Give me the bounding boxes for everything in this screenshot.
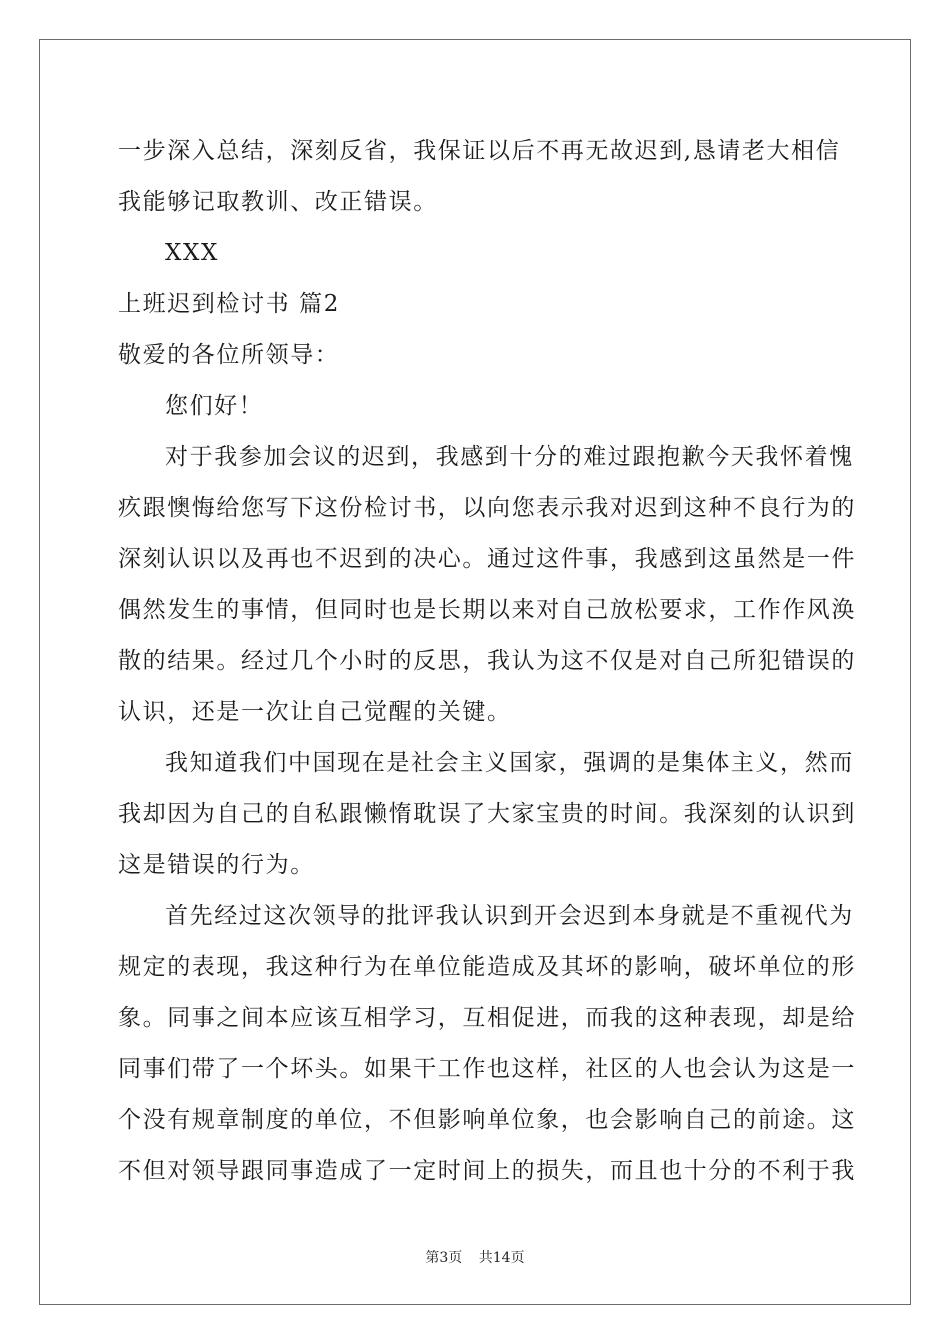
text-line: 规定的表现，我这种行为在单位能造成及其坏的影响，破坏单位的形 [118,954,856,980]
text-line: 散的结果。经过几个小时的反思，我认为这不仅是对自己所犯错误的 [118,648,856,674]
text-line: 认识，还是一次让自己觉醒的关键。 [118,699,512,725]
text-line: 首先经过这次领导的批评我认识到开会迟到本身就是不重视代为 [165,903,854,929]
text-line: 我能够记取教训、改正错误。 [118,189,438,215]
text-line: 深刻认识以及再也不迟到的决心。通过这件事，我感到这虽然是一件 [118,546,856,572]
paragraph-3 [118,891,856,1197]
text-line: 我却因为自己的自私跟懒惰耽误了大家宝贵的时间。我深刻的认识到 [118,801,856,827]
greeting: 您们好！ [165,393,264,419]
page-number: 第3页 [425,1250,463,1266]
text-line: 同事们带了一个坏头。如果干工作也这样，社区的人也会认为这是一 [118,1056,856,1082]
text-line: 我知道我们中国现在是社会主义国家，强调的是集体主义，然而 [165,750,854,776]
signature: XXX [165,240,219,266]
text-line: 个没有规章制度的单位，不但影响单位象，也会影响自己的前途。这 [118,1107,856,1133]
text-line: 偶然发生的事情，但同时也是长期以来对自己放松要求，工作作风涣 [118,597,856,623]
page-total: 共14页 [478,1250,525,1266]
text-line: 疚跟懊悔给您写下这份检讨书，以向您表示我对迟到这种不良行为的 [118,495,856,521]
paragraph-2 [118,738,856,891]
text-line: 不但对领导跟同事造成了一定时间上的损失，而且也十分的不利于我 [118,1158,856,1184]
text-line: 一步深入总结，深刻反省，我保证以后不再无故迟到,恳请老大相信 [118,138,841,164]
paragraph-1 [118,432,856,738]
document-body [118,126,856,1197]
salutation: 敬爱的各位所领导： [118,342,340,368]
section-title: 上班迟到检讨书 篇2 [118,291,340,317]
text-line: 象。同事之间本应该互相学习，互相促进，而我的这种表现，却是给 [118,1005,856,1031]
page-footer [0,1247,950,1267]
text-line: 这是错误的行为。 [118,852,315,878]
text-line: 对于我参加会议的迟到，我感到十分的难过跟抱歉今天我怀着愧 [165,444,854,470]
